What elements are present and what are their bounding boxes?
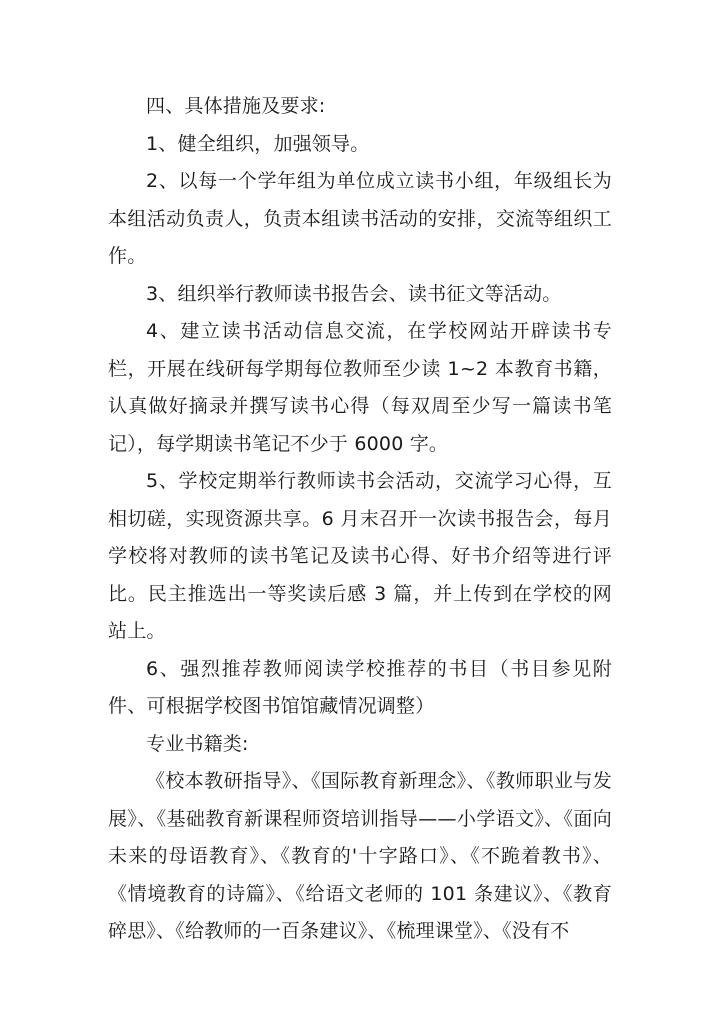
paragraph-item-6: 6、强烈推荐教师阅读学校推荐的书目（书目参见附件、可根据学校图书馆馆藏情况调整） [108,657,612,717]
paragraph-item-5: 5、学校定期举行教师读书会活动，交流学习心得，互相切磋，实现资源共享。6 月末召开一次读书报告会，每月学校将对教师的读书笔记及读书心得、好书介绍等进行评比。民主推选出一等奖读后感 3 篇，并上传到在学校的网站上。 [108,470,612,642]
paragraph-item-1: 1、健全组织，加强领导。 [146,132,370,155]
paragraph-item-4: 4、建立读书活动信息交流，在学校网站开辟读书专栏，开展在线研每学期每位教师至少读 1~2 本教育书籍，认真做好摘录并撰写读书心得（每双周至少写一篇读书笔记），每学期读书笔记不少于 6000 字。 [108,320,612,455]
book-list-paragraph: 《校本教研指导》、《国际教育新理念》、《教师职业与发展》、《基础教育新课程师资培训指导——小学语文》、《面向未来的母语教育》、《教育的'十字路口》、《不跪着教书》、《情境教育的诗篇》、《给语文老师的 101 条建议》、《教育碎思》、《给教师的一百条建议》、《梳理课堂》、《没有不 [108,770,612,942]
subheading-professional-books: 专业书籍类: [146,732,249,755]
paragraph-item-2: 2、以每一个学年组为单位成立读书小组，年级组长为本组活动负责人，负责本组读书活动的安排，交流等组织工作。 [108,170,612,267]
section-heading: 四、具体措施及要求: [146,95,326,117]
paragraph-item-3: 3、组织举行教师读书报告会、读书征文等活动。 [146,282,562,305]
document-body [108,88,612,951]
